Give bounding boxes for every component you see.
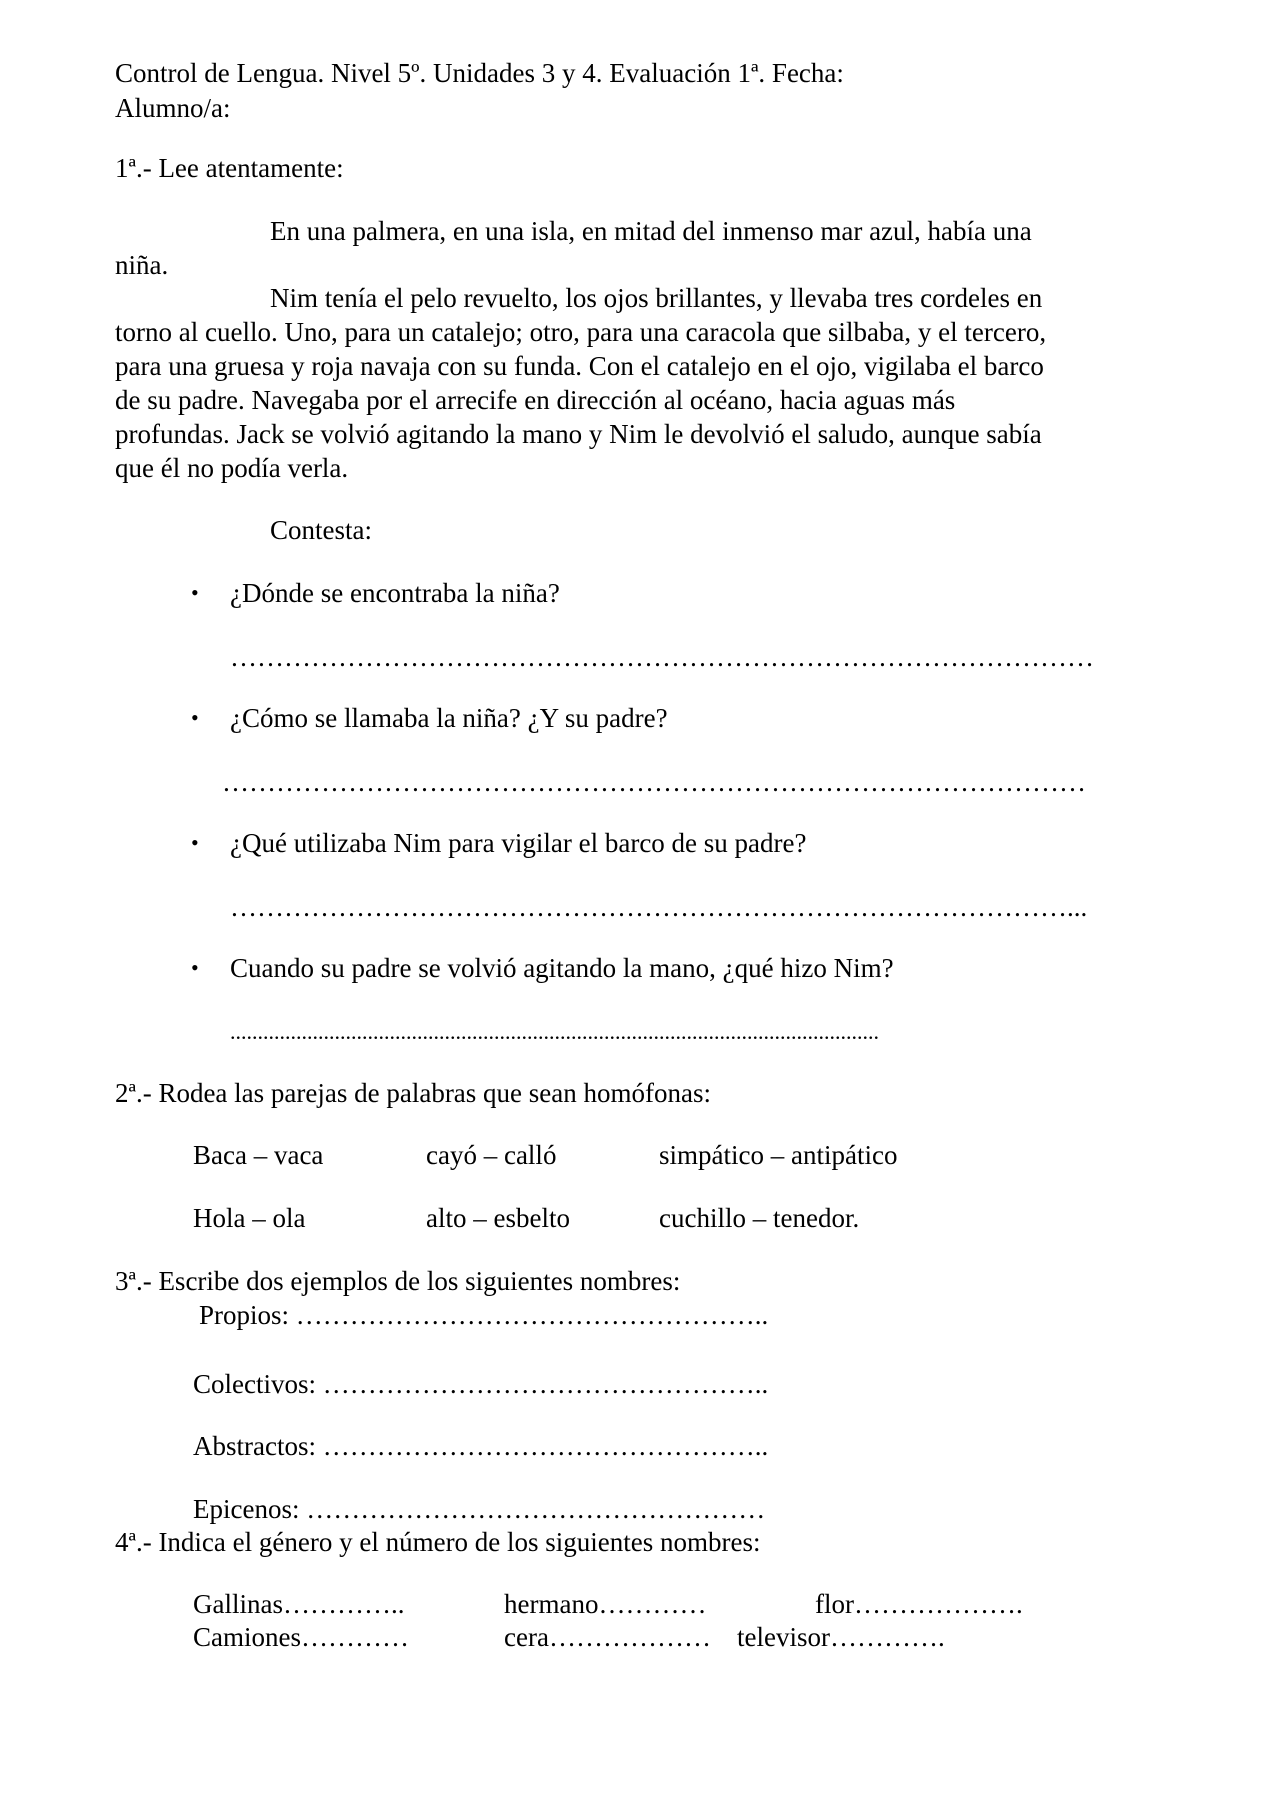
question-1b-answer-line[interactable]: …………………………………………………………………………………… xyxy=(222,767,1086,797)
propios-answer-line[interactable]: Propios: …………………………………………….. xyxy=(199,1300,769,1330)
exam-title: Control de Lengua. Nivel 5º. Unidades 3 y 4. Evaluación 1ª. Fecha: xyxy=(115,58,844,88)
homophone-pair[interactable]: cuchillo – tenedor. xyxy=(659,1203,860,1233)
reading-paragraph-2-line-5: profundas. Jack se volvió agitando la mano y Nim le devolvió el saludo, aunque sabía xyxy=(115,419,1042,449)
reading-paragraph-2-line-4: de su padre. Navegaba por el arrecife en dirección al océano, hacia aguas más xyxy=(115,385,956,415)
bullet-icon: • xyxy=(191,580,199,605)
gender-number-item[interactable]: Gallinas………….. xyxy=(193,1589,405,1619)
question-4-title: 4ª.- Indica el género y el número de los siguientes nombres: xyxy=(115,1527,761,1557)
homophone-pair[interactable]: simpático – antipático xyxy=(659,1140,898,1170)
bullet-icon: • xyxy=(191,705,199,730)
question-1c-text: ¿Qué utilizaba Nim para vigilar el barco de su padre? xyxy=(230,828,807,858)
student-name-label: Alumno/a: xyxy=(115,93,231,123)
question-1a-answer-line[interactable]: …………………………………………………………………………………… xyxy=(230,642,1094,672)
question-3-title: 3ª.- Escribe dos ejemplos de los siguientes nombres: xyxy=(115,1266,681,1296)
question-1b-text: ¿Cómo se llamaba la niña? ¿Y su padre? xyxy=(230,703,668,733)
reading-paragraph-2-line-6: que él no podía verla. xyxy=(115,453,349,483)
epicenos-answer-line[interactable]: Epicenos: …………………………………………… xyxy=(193,1494,766,1524)
abstractos-answer-line[interactable]: Abstractos: ………………………………………….. xyxy=(193,1431,769,1461)
gender-number-item[interactable]: hermano………… xyxy=(504,1589,707,1619)
homophone-pair[interactable]: Hola – ola xyxy=(193,1203,306,1233)
reading-paragraph-1-line-1: En una palmera, en una isla, en mitad del inmenso mar azul, había una xyxy=(270,216,1032,246)
question-1d-answer-line[interactable]: ...................................................................................................................... xyxy=(230,1019,879,1044)
question-1d-text: Cuando su padre se volvió agitando la mano, ¿qué hizo Nim? xyxy=(230,953,894,983)
contesta-label: Contesta: xyxy=(270,515,372,545)
question-2-title: 2ª.- Rodea las parejas de palabras que sean homófonas: xyxy=(115,1078,711,1108)
question-1c-answer-line[interactable]: …………………………………………………………………………………... xyxy=(230,892,1088,922)
question-1a-text: ¿Dónde se encontraba la niña? xyxy=(230,578,560,608)
question-1-title: 1ª.- Lee atentamente: xyxy=(115,153,344,183)
reading-paragraph-2-line-3: para una gruesa y roja navaja con su funda. Con el catalejo en el ojo, vigilaba el barco xyxy=(115,351,1044,381)
gender-number-item[interactable]: televisor…………. xyxy=(737,1622,945,1652)
gender-number-item[interactable]: cera……………… xyxy=(504,1622,711,1652)
gender-number-item[interactable]: Camiones………… xyxy=(193,1622,409,1652)
homophone-pair[interactable]: Baca – vaca xyxy=(193,1140,324,1170)
bullet-icon: • xyxy=(191,830,199,855)
reading-paragraph-1-line-2: niña. xyxy=(115,250,169,280)
colectivos-answer-line[interactable]: Colectivos: ………………………………………….. xyxy=(193,1369,769,1399)
reading-paragraph-2-line-2: torno al cuello. Uno, para un catalejo; otro, para una caracola que silbaba, y el tercero, xyxy=(115,317,1047,347)
homophone-pair[interactable]: cayó – calló xyxy=(426,1140,557,1170)
bullet-icon: • xyxy=(191,955,199,980)
reading-paragraph-2-line-1: Nim tenía el pelo revuelto, los ojos brillantes, y llevaba tres cordeles en xyxy=(270,283,1043,313)
gender-number-item[interactable]: flor………………. xyxy=(815,1589,1023,1619)
homophone-pair[interactable]: alto – esbelto xyxy=(426,1203,570,1233)
